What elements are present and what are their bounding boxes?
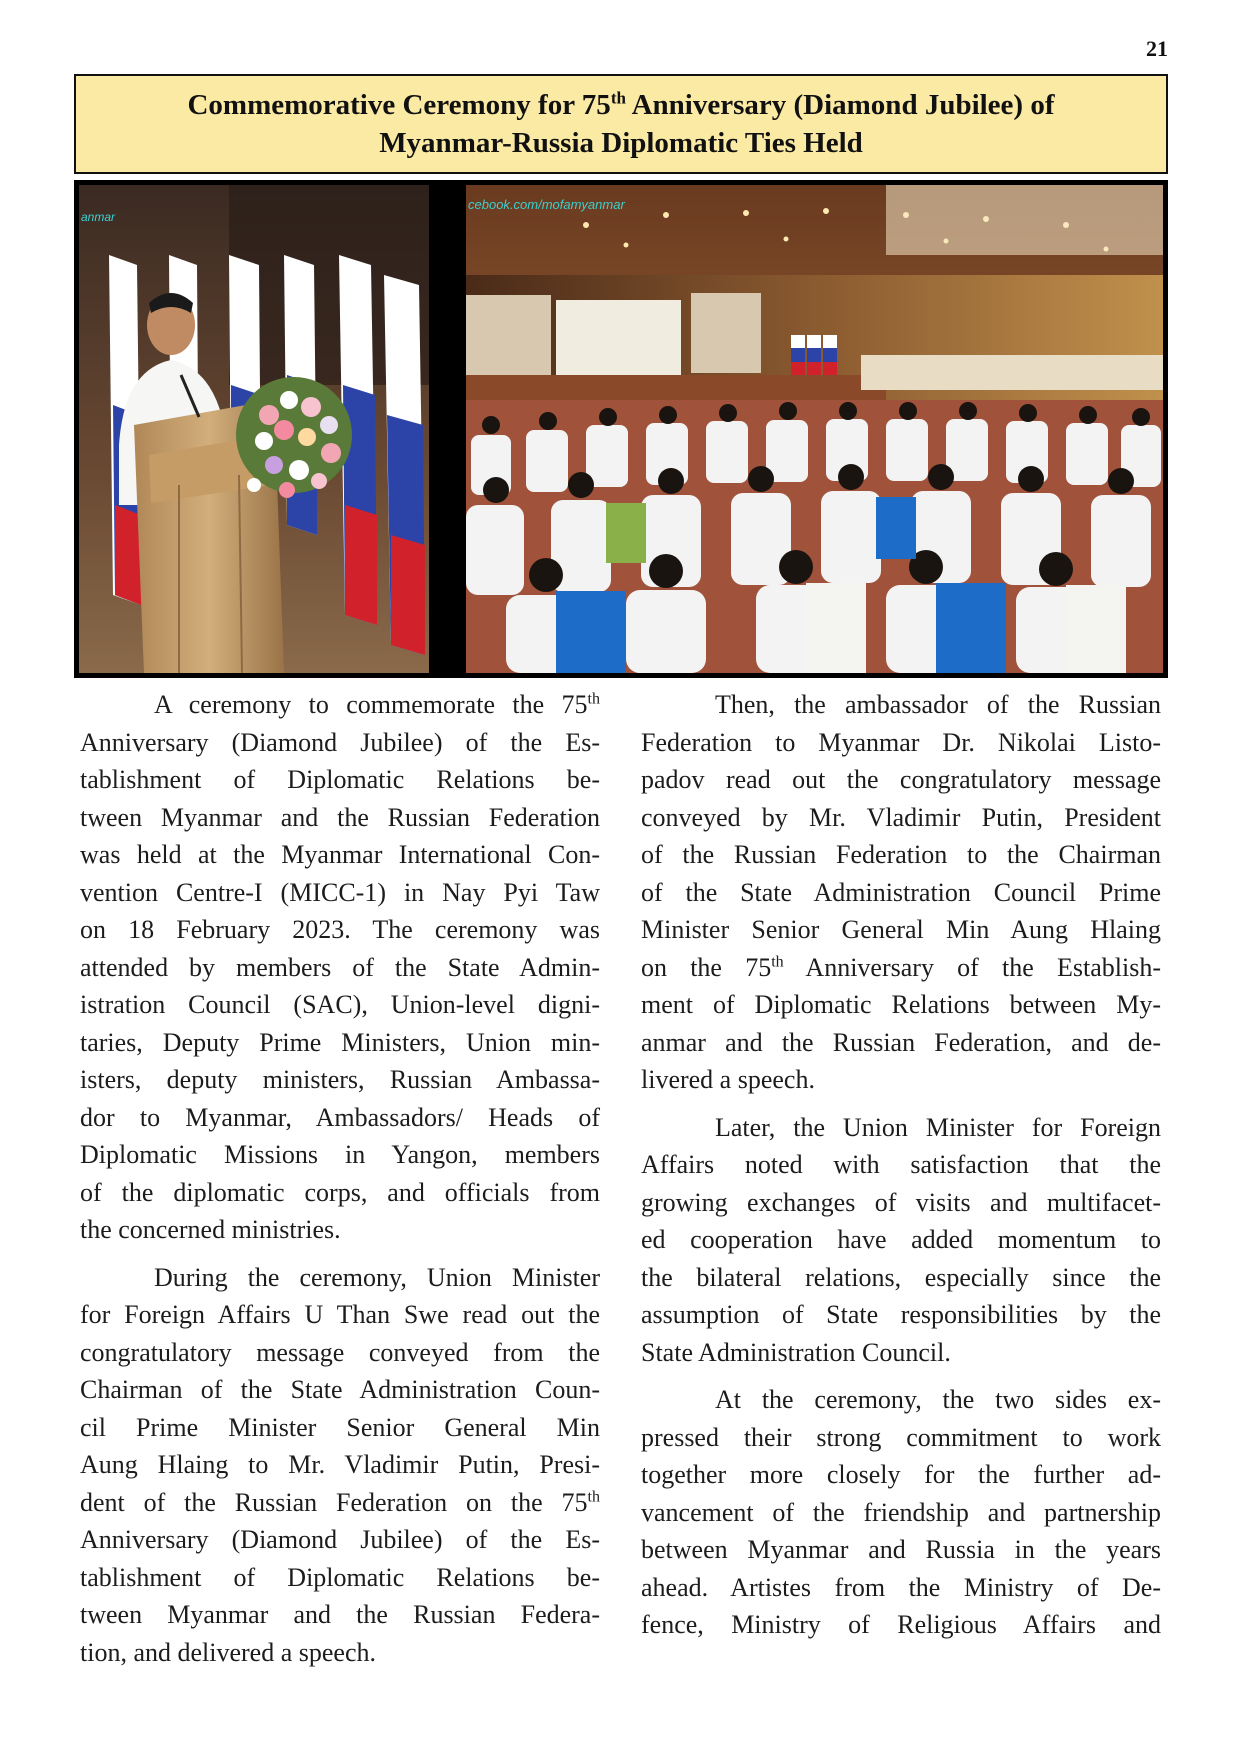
photo-frame — [74, 180, 1168, 678]
text-segment: At the ceremony, the two sides ex- — [715, 1385, 1161, 1414]
article-title-line-2: Myanmar-Russia Diplomatic Ties Held — [379, 127, 863, 159]
title-superscript: th — [610, 88, 626, 108]
text-line: of the diplomatic corps, and officials from — [80, 1177, 600, 1207]
text-line: Anniversary (Diamond Jubilee) of the Es- — [80, 727, 600, 757]
text-line: Minister Senior General Min Aung Hlaing — [641, 915, 1161, 944]
text-line: tion, and delivered a speech. — [80, 1637, 376, 1667]
text-line — [641, 1381, 1161, 1419]
text-line: fence, Ministry of Religious Affairs and — [641, 1610, 1161, 1639]
text-line — [641, 1109, 1161, 1147]
article-column-left — [80, 686, 600, 1681]
text-line: assumption of State responsibilities by the — [641, 1300, 1161, 1329]
photo-watermark: cebook.com/mofamyanmar — [468, 197, 625, 212]
text-line: isters, deputy ministers, Russian Ambassa- — [80, 1065, 600, 1094]
title-text: Commemorative Ceremony for 75 — [187, 89, 611, 121]
text-line: conveyed by Mr. Vladimir Putin, President — [641, 802, 1161, 832]
text-segment: Later, the Union Minister for Foreign — [715, 1112, 1161, 1142]
title-text: Anniversary (Diamond Jubilee) of — [625, 89, 1055, 121]
text-line: tablishment of Diplomatic Relations be- — [80, 1562, 600, 1592]
text-line: livered a speech. — [641, 1065, 815, 1094]
text-line: anmar and the Russian Federation, and de- — [641, 1027, 1161, 1057]
text-line: the concerned ministries. — [80, 1215, 341, 1244]
text-line: of the State Administration Council Prime — [641, 877, 1161, 907]
text-line: tween Myanmar and the Russian Federation — [80, 802, 600, 832]
text-line: the bilateral relations, especially since the — [641, 1262, 1161, 1292]
text-line: Affairs noted with satisfaction that the — [641, 1150, 1161, 1179]
article-title-box — [74, 74, 1168, 174]
text-line: cil Prime Minister Senior General Min — [80, 1412, 600, 1442]
text-line: taries, Deputy Prime Ministers, Union min- — [80, 1027, 600, 1057]
photo-watermark: anmar — [81, 210, 116, 224]
paragraph — [641, 1381, 1161, 1644]
text-segment: on the 75 — [641, 952, 772, 982]
text-line: was held at the Myanmar International Con- — [80, 840, 600, 869]
text-line: for Foreign Affairs U Than Swe read out the — [80, 1300, 600, 1329]
text-line: Diplomatic Missions in Yangon, members — [80, 1140, 600, 1169]
text-line: congratulatory message conveyed from the — [80, 1337, 600, 1367]
text-segment: A ceremony to commemorate the 75 — [154, 690, 588, 719]
text-line — [641, 949, 1161, 987]
text-segment: Anniversary of the Establish- — [783, 952, 1161, 982]
text-line: on 18 February 2023. The ceremony was — [80, 915, 600, 944]
text-line: ed cooperation have added momentum to — [641, 1225, 1161, 1254]
article-column-right — [641, 686, 1161, 1654]
text-line: istration Council (SAC), Union-level digni- — [80, 990, 600, 1019]
superscript: th — [587, 1487, 600, 1505]
paragraph — [641, 1109, 1161, 1372]
text-line: State Administration Council. — [641, 1337, 951, 1367]
paragraph — [80, 686, 600, 1249]
paragraph — [80, 1259, 600, 1672]
text-line: ment of Diplomatic Relations between My- — [641, 990, 1161, 1019]
page-number: 21 — [1146, 36, 1168, 61]
text-line: Chairman of the State Administration Coun- — [80, 1375, 600, 1404]
text-line: ahead. Artistes from the Ministry of De- — [641, 1572, 1161, 1602]
speaker-at-podium-photo — [79, 185, 429, 673]
text-line: Anniversary (Diamond Jubilee) of the Es- — [80, 1525, 600, 1554]
paragraph — [641, 686, 1161, 1099]
text-line: Aung Hlaing to Mr. Vladimir Putin, Presi- — [80, 1450, 600, 1479]
text-line: Federation to Myanmar Dr. Nikolai Listo- — [641, 727, 1161, 757]
text-line: tween Myanmar and the Russian Federa- — [80, 1600, 600, 1629]
superscript: th — [771, 952, 784, 970]
text-segment: During the ceremony, Union Minister — [154, 1262, 600, 1292]
article-title-line-1 — [187, 86, 1054, 124]
text-line: tablishment of Diplomatic Relations be- — [80, 765, 600, 794]
text-line: padov read out the congratulatory message — [641, 765, 1161, 794]
text-line: between Myanmar and Russia in the years — [641, 1535, 1161, 1564]
text-segment: Then, the ambassador of the Russian — [715, 690, 1161, 719]
text-line: pressed their strong commitment to work — [641, 1422, 1161, 1452]
text-line: together more closely for the further ad- — [641, 1460, 1161, 1489]
text-line — [80, 1484, 600, 1522]
text-line: attended by members of the State Admin- — [80, 952, 600, 982]
convention-hall-audience-photo — [466, 185, 1163, 673]
text-line — [80, 1259, 600, 1297]
superscript: th — [587, 690, 600, 708]
text-line: growing exchanges of visits and multifacet- — [641, 1187, 1161, 1217]
text-line: vancement of the friendship and partnership — [641, 1497, 1161, 1527]
text-line — [80, 686, 600, 724]
text-line: vention Centre-I (MICC-1) in Nay Pyi Taw — [80, 877, 600, 907]
text-line — [641, 686, 1161, 724]
text-segment: dent of the Russian Federation on the 75 — [80, 1487, 588, 1517]
text-line: dor to Myanmar, Ambassadors/ Heads of — [80, 1102, 600, 1132]
text-line: of the Russian Federation to the Chairman — [641, 840, 1161, 869]
